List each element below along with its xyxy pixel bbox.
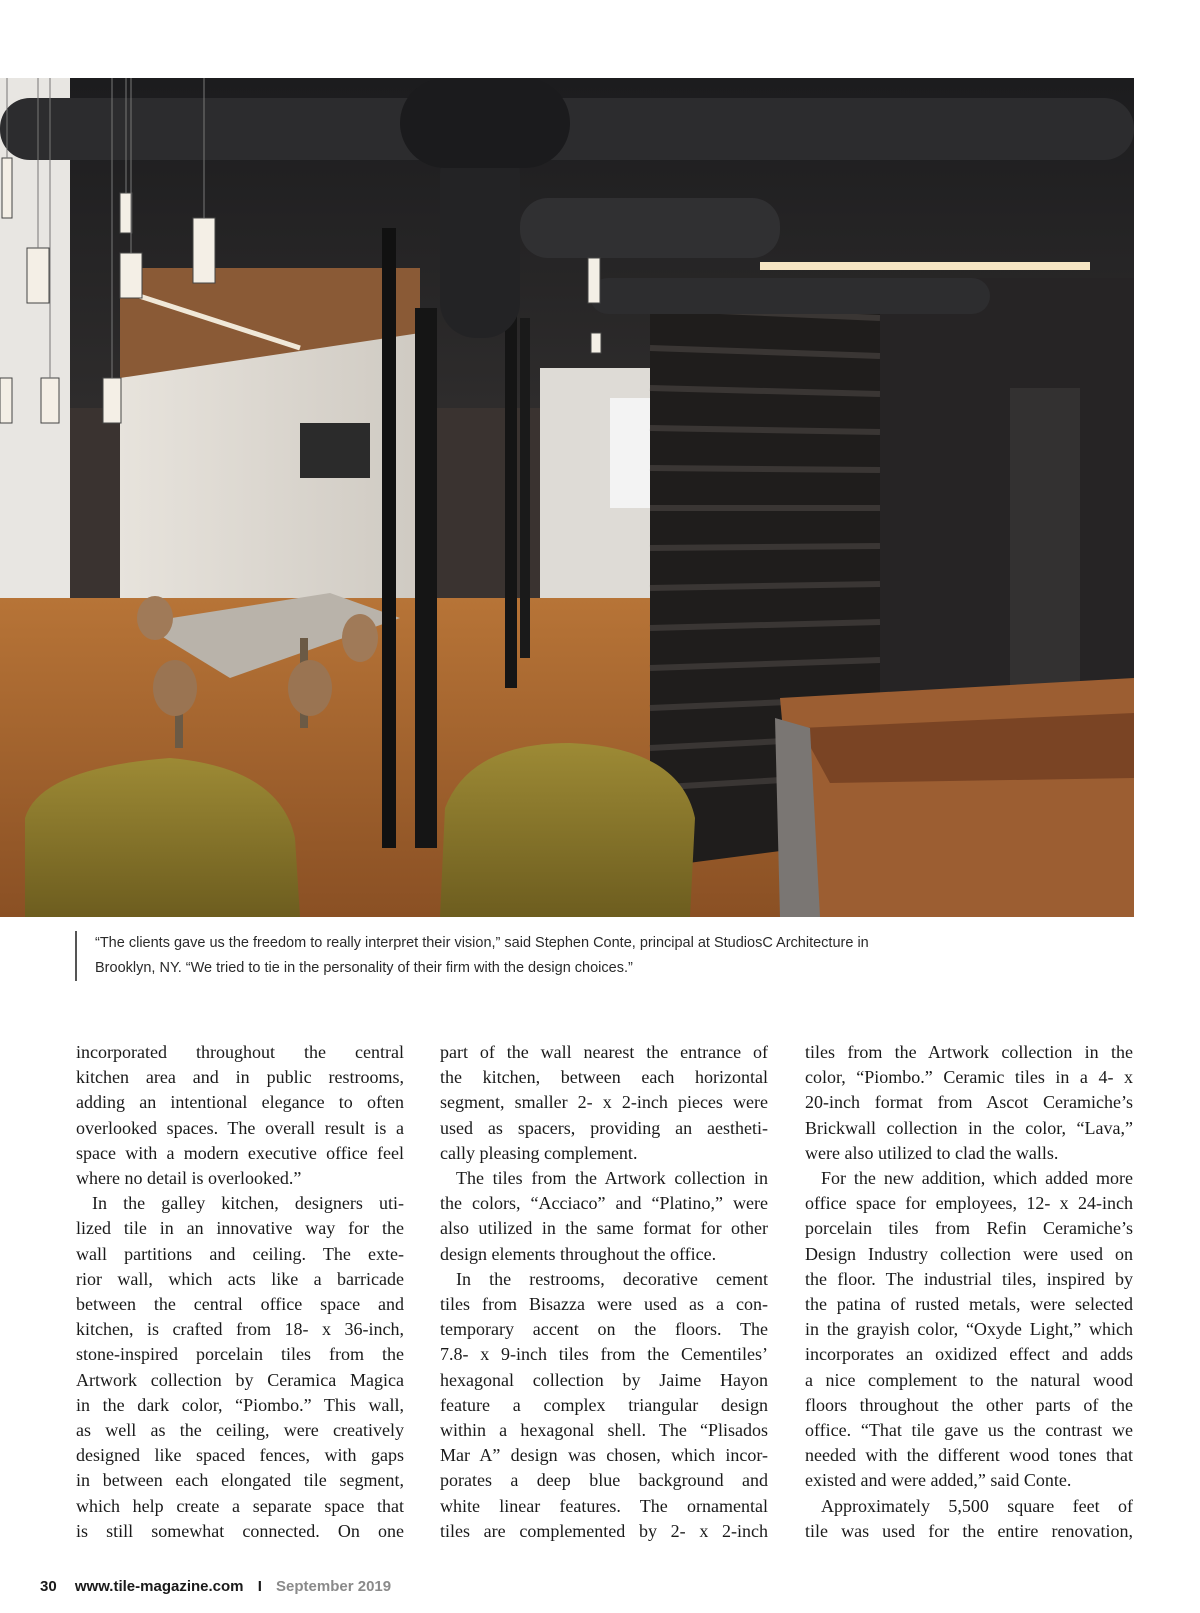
text-line: the floor. The industrial tiles, inspired by bbox=[805, 1268, 1133, 1289]
text-line: Brickwall collection in the color, “Lava,” bbox=[805, 1117, 1133, 1138]
text-line: were also utilized to clad the walls. bbox=[805, 1142, 1059, 1163]
text-line: Artwork collection by Ceramica Magica bbox=[76, 1369, 404, 1390]
text-line: between the central office space and bbox=[76, 1294, 404, 1315]
text-line: 7.8- x 9-inch tiles from the Cementiles’ bbox=[440, 1344, 768, 1365]
text-line: within a hexagonal shell. The “Plisados bbox=[440, 1420, 768, 1441]
text-line: temporary accent on the floors. The bbox=[440, 1319, 768, 1340]
text-line: part of the wall nearest the entrance of bbox=[440, 1042, 768, 1062]
photo-caption bbox=[75, 931, 995, 981]
text-line: in the dark color, “Piombo.” This wall, bbox=[76, 1394, 404, 1415]
text-line: porates a deep blue background and bbox=[440, 1470, 768, 1491]
text-line: incorporates an oxidized effect and adds bbox=[805, 1344, 1133, 1365]
text-line: which help create a separate space that bbox=[76, 1495, 404, 1516]
text-line: is still somewhat connected. On one bbox=[76, 1520, 404, 1541]
text-line: tiles from Bisazza were used as a con- bbox=[440, 1294, 768, 1315]
text-line: stone-inspired porcelain tiles from the bbox=[76, 1344, 404, 1365]
interior-photo-illustration bbox=[0, 78, 1134, 917]
text-line: In the restrooms, decorative cement bbox=[456, 1268, 768, 1289]
text-line: For the new addition, which added more bbox=[821, 1168, 1133, 1189]
text-line: also utilized in the same format for other bbox=[440, 1218, 768, 1239]
text-line: Approximately 5,500 square feet of bbox=[821, 1495, 1133, 1516]
interior-photo bbox=[0, 78, 1134, 917]
text-line: 20-inch format from Ascot Ceramiche’s bbox=[805, 1092, 1133, 1113]
caption-line: “The clients gave us the freedom to really interpret their vision,” said Stephen Conte, principal at StudiosC Architecture in bbox=[95, 935, 869, 951]
text-line: incorporated throughout the central bbox=[76, 1042, 404, 1062]
article-column-3 bbox=[805, 1040, 1133, 1544]
text-line: In the galley kitchen, designers uti- bbox=[92, 1193, 404, 1214]
text-line: feature a complex triangular design bbox=[440, 1394, 768, 1415]
text-line: kitchen area and in public restrooms, bbox=[76, 1067, 404, 1088]
text-line: The tiles from the Artwork collection in bbox=[456, 1168, 768, 1189]
text-line: kitchen, is crafted from 18- x 36-inch, bbox=[76, 1319, 404, 1340]
text-line: overlooked spaces. The overall result is a bbox=[76, 1117, 404, 1138]
text-line: Mar A” design was chosen, which incor- bbox=[440, 1445, 768, 1466]
text-line: Design Industry collection were used on bbox=[805, 1243, 1133, 1264]
article-column-2 bbox=[440, 1040, 768, 1544]
text-line: segment, smaller 2- x 2-inch pieces were bbox=[440, 1092, 768, 1113]
website-link[interactable]: www.tile-magazine.com bbox=[74, 1578, 244, 1595]
text-line: adding an intentional elegance to often bbox=[76, 1092, 404, 1113]
text-line: floors throughout the other parts of the bbox=[805, 1394, 1133, 1415]
text-line: white linear features. The ornamental bbox=[440, 1495, 768, 1516]
text-line: color, “Piombo.” Ceramic tiles in a 4- x bbox=[805, 1067, 1133, 1088]
text-line: cally pleasing complement. bbox=[440, 1142, 638, 1163]
page-footer bbox=[40, 1578, 391, 1595]
text-line: wall partitions and ceiling. The exte- bbox=[76, 1243, 404, 1264]
caption-line: Brooklyn, NY. “We tried to tie in the personality of their firm with the design choices.” bbox=[95, 960, 633, 976]
text-line: existed and were added,” said Conte. bbox=[805, 1470, 1072, 1491]
issue-date: September 2019 bbox=[276, 1578, 392, 1595]
text-line: in the grayish color, “Oxyde Light,” which bbox=[805, 1319, 1133, 1340]
text-line: rior wall, which acts like a barricade bbox=[76, 1268, 404, 1289]
text-line: the patina of rusted metals, were selected bbox=[805, 1294, 1133, 1315]
text-line: designed like spaced fences, with gaps bbox=[76, 1445, 404, 1466]
text-line: in between each elongated tile segment, bbox=[76, 1470, 404, 1491]
text-line: hexagonal collection by Jaime Hayon bbox=[440, 1369, 768, 1390]
text-line: a nice complement to the natural wood bbox=[805, 1369, 1133, 1390]
text-line: design elements throughout the office. bbox=[440, 1243, 717, 1264]
text-line: tile was used for the entire renovation, bbox=[805, 1520, 1133, 1541]
text-line: used as spacers, providing an aestheti- bbox=[440, 1117, 768, 1138]
page-number: 30 bbox=[40, 1578, 57, 1595]
text-line: tiles are complemented by 2- x 2-inch bbox=[440, 1520, 768, 1541]
text-line: needed with the different wood tones that bbox=[805, 1445, 1133, 1466]
text-line: porcelain tiles from Refin Ceramiche’s bbox=[805, 1218, 1133, 1239]
text-line: the colors, “Acciaco” and “Platino,” were bbox=[440, 1193, 768, 1214]
text-line: as well as the ceiling, were creatively bbox=[76, 1420, 404, 1441]
text-line: lized tile in an innovative way for the bbox=[76, 1218, 404, 1239]
text-line: where no detail is overlooked.” bbox=[76, 1168, 302, 1189]
text-line: office. “That tile gave us the contrast we bbox=[805, 1420, 1133, 1441]
text-line: tiles from the Artwork collection in the bbox=[805, 1042, 1133, 1062]
text-line: space with a modern executive office feel bbox=[76, 1142, 404, 1163]
article-column-1 bbox=[76, 1040, 404, 1544]
footer-separator: I bbox=[257, 1578, 262, 1595]
text-line: office space for employees, 12- x 24-inch bbox=[805, 1193, 1133, 1214]
text-line: the kitchen, between each horizontal bbox=[440, 1067, 768, 1088]
